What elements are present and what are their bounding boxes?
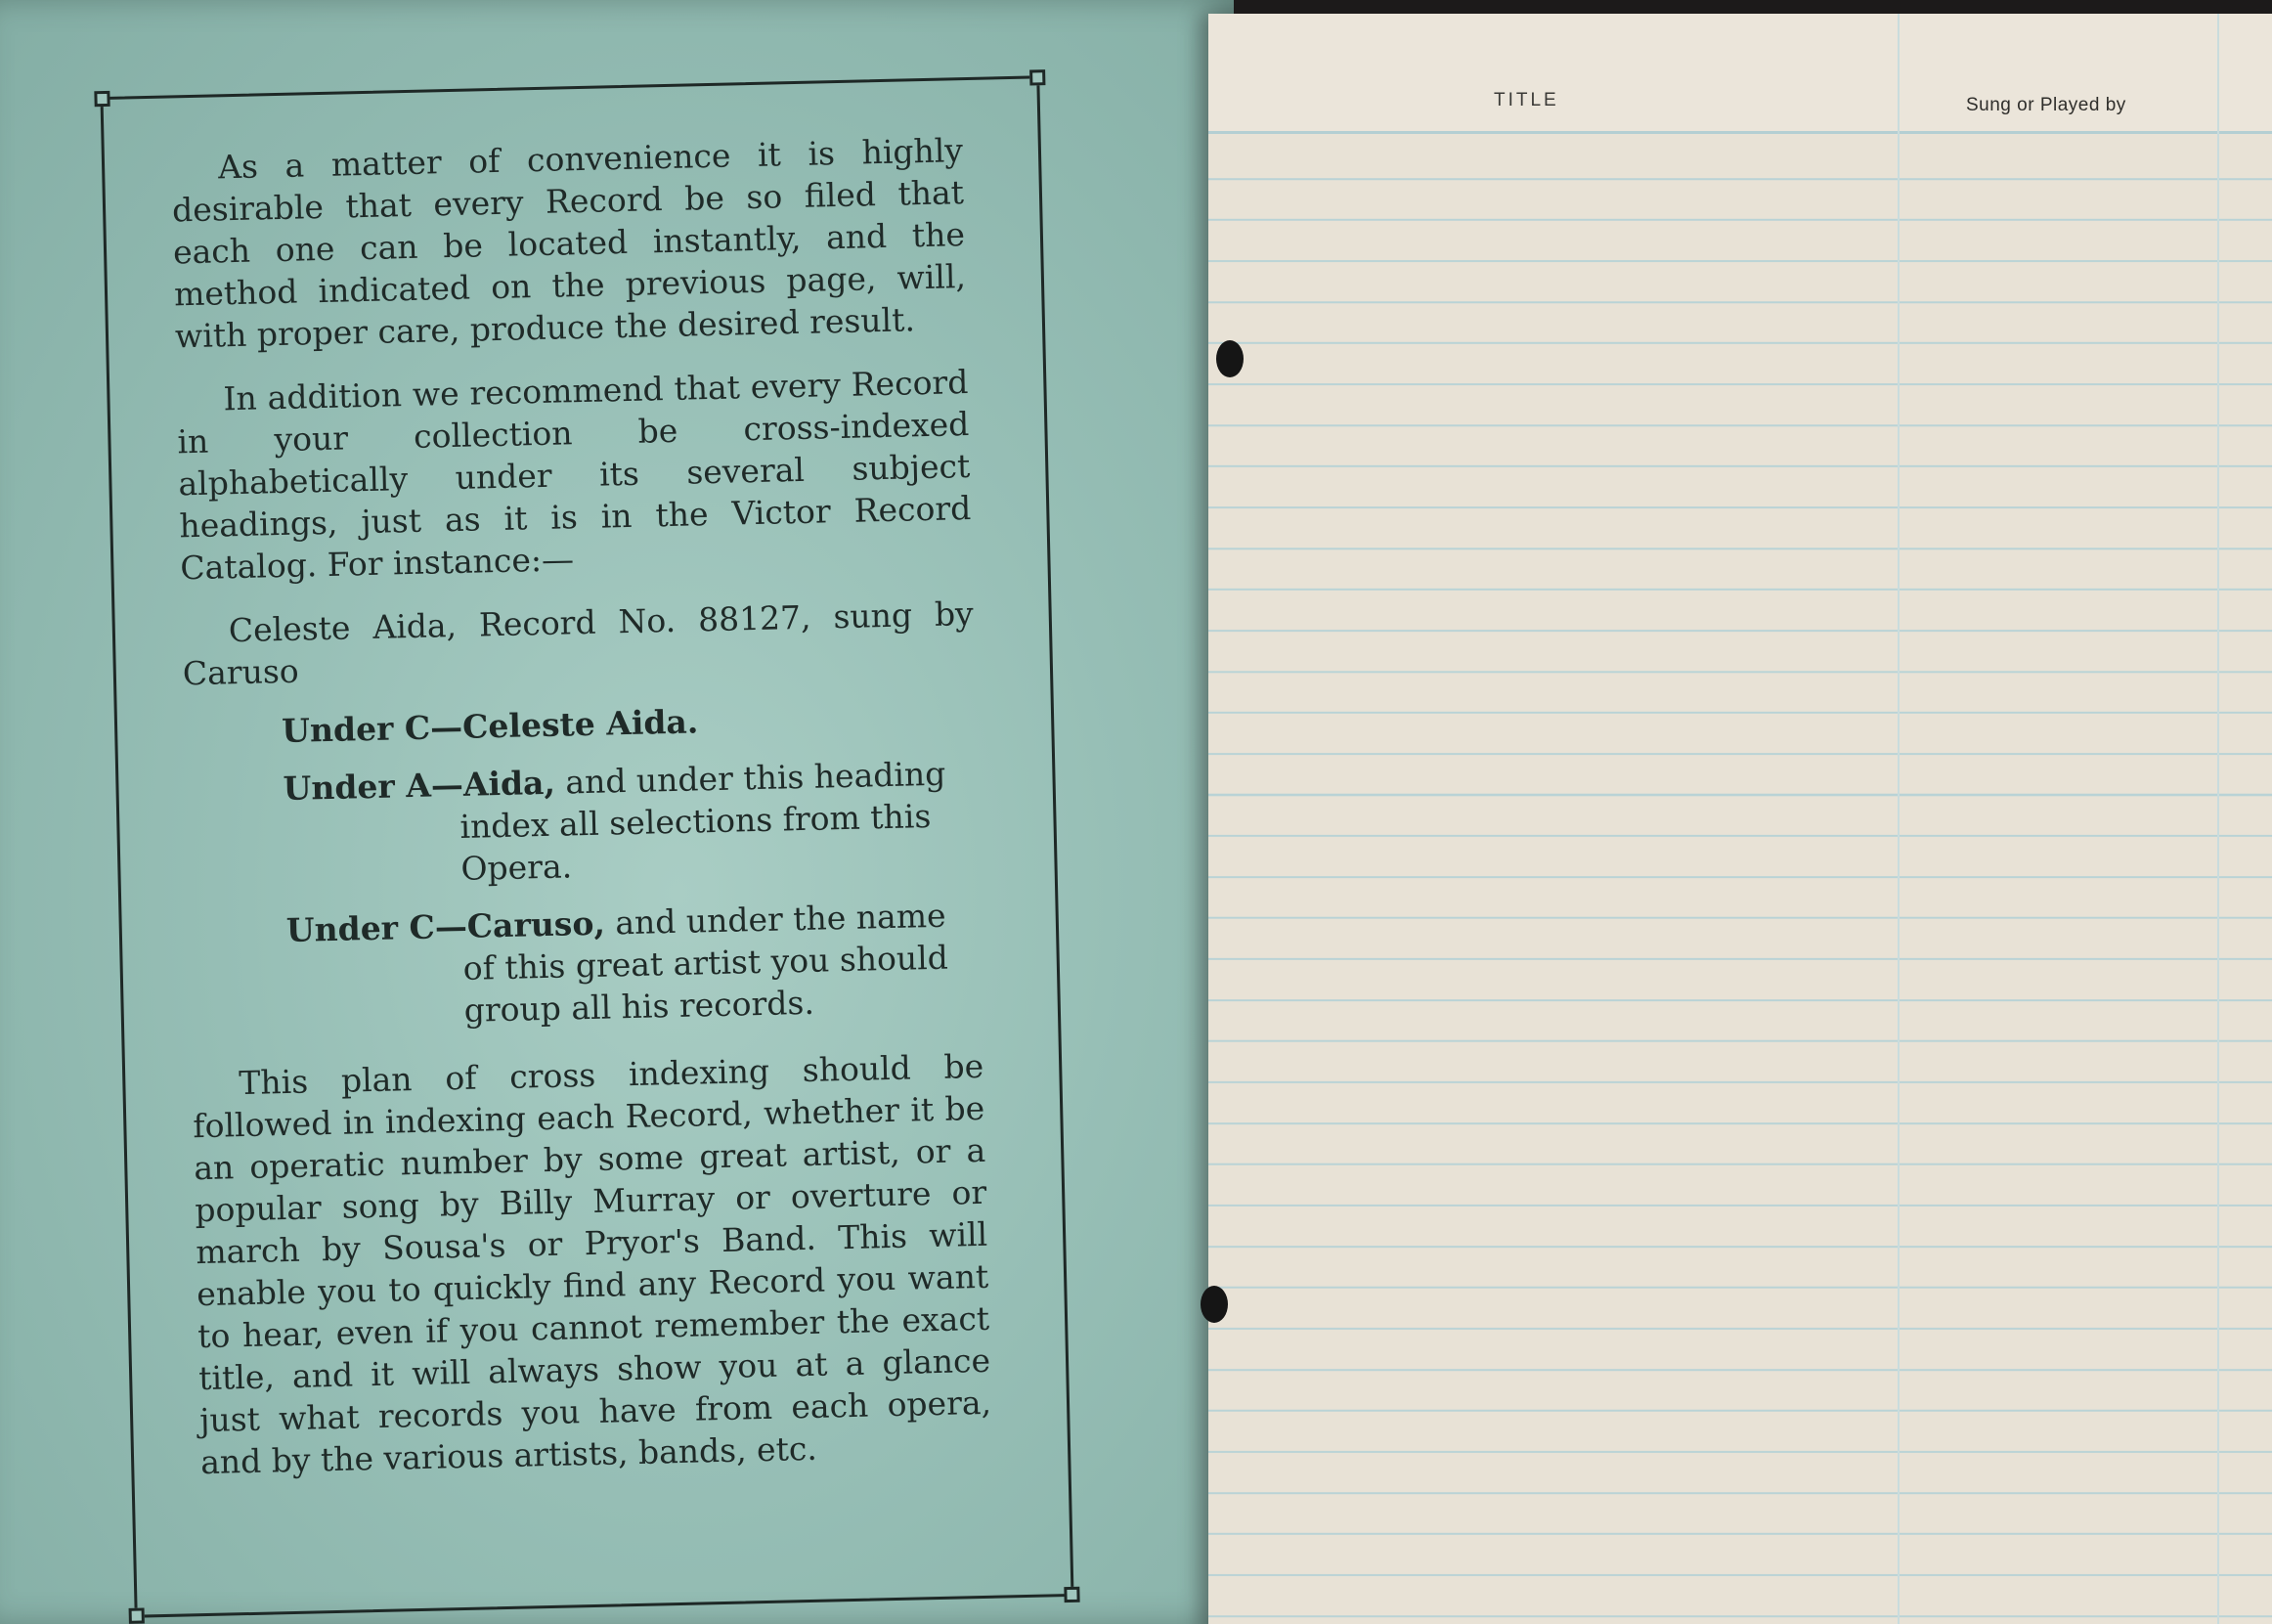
index-entry-celeste-aida — [282, 694, 977, 752]
frame-corner-ornament — [129, 1607, 145, 1623]
ledger-column-divider — [1898, 14, 1900, 1624]
instruction-text — [171, 129, 993, 1505]
right-page-ledger — [1208, 14, 2272, 1624]
ledger-header-title: TITLE — [1494, 90, 1559, 110]
paragraph-example: Celeste Aida, Record No. 88127, sung by Caruso — [182, 593, 975, 693]
text-frame — [100, 75, 1073, 1617]
paragraph-plan: This plan of cross indexing should be followed in indexing each Record, whether it be an operatic number by some great artist, or a popular song by Billy Murray or overture or march by Sousa's or Pryor's Band. This will enable you to quickly find any Record you want to hear, even if you cannot remember the exact title, and it will always show you at a glance just what records you have from each opera, and by the various artists, bands, etc. — [192, 1046, 992, 1482]
frame-corner-ornament — [94, 91, 109, 107]
frame-corner-ornament — [1064, 1587, 1079, 1602]
index-entry-aida — [283, 752, 980, 894]
ledger-header-sung-or-played-by: Sung or Played by — [1966, 95, 2126, 115]
paragraph-cross-index: In addition we recommend that every Record in your collection be cross-indexed alphabetically under its several subject headings, just as it is in the Victor Record Catalog. For instance:— — [177, 363, 972, 588]
binding-hole — [1201, 1286, 1228, 1323]
index-entry-caruso — [285, 894, 983, 1035]
index-entry-description: and under the name of this great artist you should group all his records. — [462, 896, 949, 1030]
index-entry-heading: Under A—Aida, — [283, 763, 556, 809]
ledger-column-divider — [2217, 14, 2219, 1624]
paragraph-convenience: As a matter of convenience it is highly desirable that every Record be so filed that each one can be located instantly, and the method indicated on the previous page, will, with proper care, produce the desired result. — [171, 131, 967, 356]
index-entry-heading: Under C—Celeste Aida. — [281, 702, 699, 751]
frame-corner-ornament — [1029, 69, 1045, 85]
binding-hole — [1216, 340, 1244, 377]
index-entry-heading: Under C—Caruso, — [285, 903, 606, 949]
index-entry-description: and under this heading index all selections from this Opera. — [459, 754, 946, 888]
